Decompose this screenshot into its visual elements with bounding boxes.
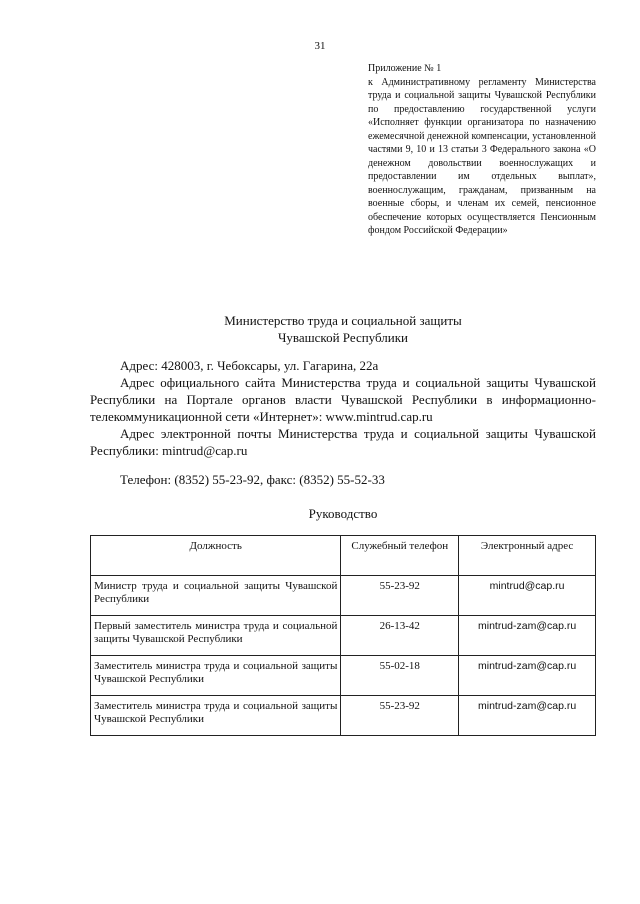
organization-line-2: Чувашской Республики (277, 330, 409, 345)
email-text: Адрес электронной почты Министерства труда и социальной защиты Чувашской Республики: mintrud@cap.ru (90, 426, 596, 458)
position-cell: Заместитель министра труда и социальной защиты Чувашской Республики (91, 696, 341, 736)
contacts-block (90, 357, 596, 459)
appendix-text: к Административному регламенту Министерства труда и социальной защиты Чувашской Республики по предоставлению государственной услуги «Исполняет функции организатора по назначению ежемесячной денежной компенсации, установленной частями 9, 10 и 13 статьи 3 Федерального закона «О денежном довольствии военнослужащих и предоставлении им отдельных выплат», военнослужащим, гражданам, призванным на военные сборы, и членам их семей, пенсионное обеспечение которых осуществляется Пенсионным фондом Российской Федерации» (368, 76, 596, 236)
page-number: 31 (314, 40, 326, 52)
position-cell: Министр труда и социальной защиты Чувашской Республики (91, 576, 341, 616)
email-cell: mintrud-zam@cap.ru (459, 616, 596, 656)
position-cell: Первый заместитель министра труда и социальной защиты Чувашской Республики (91, 616, 341, 656)
phone-cell: 26-13-42 (341, 616, 459, 656)
address-text: Адрес: 428003, г. Чебоксары, ул. Гагарина, 22а (120, 358, 379, 373)
table-row (91, 616, 596, 656)
phone-cell: 55-23-92 (341, 696, 459, 736)
column-header-position: Должность (91, 536, 341, 576)
email-cell: mintrud-zam@cap.ru (459, 656, 596, 696)
leadership-table (90, 535, 596, 736)
column-header-phone: Служебный телефон (341, 536, 459, 576)
organization-line-1: Министерство труда и социальной защиты (224, 313, 462, 328)
organization-title (90, 312, 596, 346)
appendix-title: Приложение № 1 (368, 63, 442, 74)
website-text: Адрес официального сайта Министерства труда и социальной защиты Чувашской Республики на Портале органов власти Чувашской Республики в информационно-телекоммуникационной сети «Интернет»: www.mintrud.cap.ru (90, 375, 596, 424)
table-row (91, 696, 596, 736)
column-header-email: Электронный адрес (459, 536, 596, 576)
email-cell: mintrud@cap.ru (459, 576, 596, 616)
table-header-row (91, 536, 596, 576)
appendix-block (368, 62, 596, 238)
position-cell: Заместитель министра труда и социальной защиты Чувашской Республики (91, 656, 341, 696)
phone-cell: 55-23-92 (341, 576, 459, 616)
phone-cell: 55-02-18 (341, 656, 459, 696)
email-cell: mintrud-zam@cap.ru (459, 696, 596, 736)
phone-text: Телефон: (8352) 55-23-92, факс: (8352) 55-52-33 (120, 472, 385, 487)
table-row (91, 656, 596, 696)
leadership-heading: Руководство (308, 506, 378, 521)
table-row (91, 576, 596, 616)
